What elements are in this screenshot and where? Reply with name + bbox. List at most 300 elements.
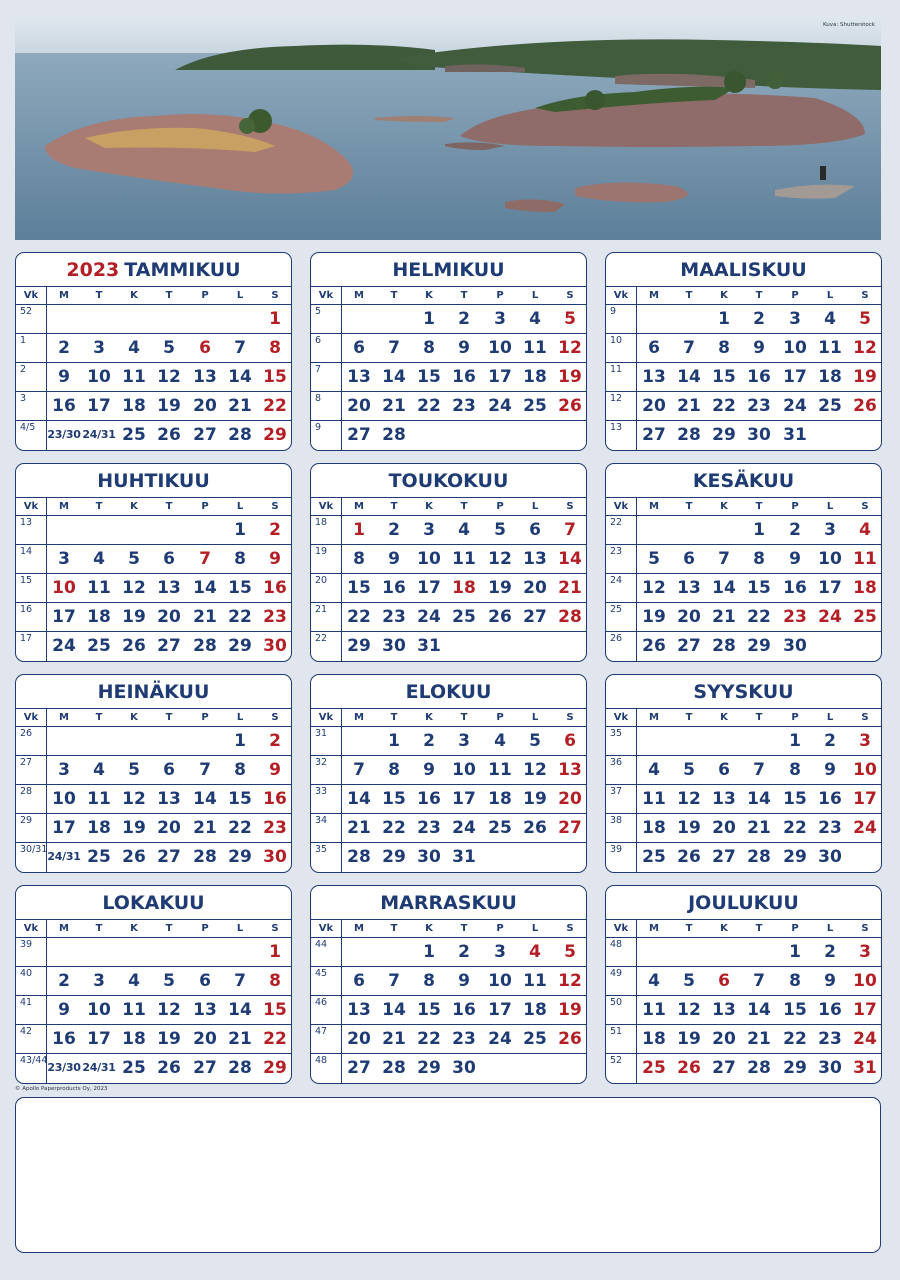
day-cell: 16	[382, 578, 406, 598]
weekday-header-cell: T	[95, 501, 103, 512]
weekday-header-cell: L	[531, 290, 539, 301]
day-cell: 9	[58, 367, 70, 387]
day-cell: 13	[193, 367, 217, 387]
week-number: 26	[610, 633, 623, 644]
week-row	[16, 726, 291, 756]
month-title	[606, 679, 881, 705]
day-cell: 8	[234, 760, 246, 780]
day-cell: 7	[199, 549, 211, 569]
weekday-header-cell: P	[791, 501, 799, 512]
week-number: 14	[20, 546, 33, 557]
day-cell: 1	[753, 520, 765, 540]
day-cell: 20	[157, 607, 181, 627]
day-cell: 11	[122, 367, 146, 387]
day-cell: 11	[488, 760, 512, 780]
day-cell: 27	[347, 425, 371, 445]
day-cell: 20	[157, 818, 181, 838]
month-name: TOUKOKUU	[388, 470, 509, 492]
month-name: KESÄKUU	[692, 470, 795, 492]
day-cell: 17	[818, 578, 842, 598]
week-row	[16, 333, 291, 363]
day-cell: 18	[642, 818, 666, 838]
day-cell: 20	[558, 789, 582, 809]
day-cell: 17	[488, 1000, 512, 1020]
day-cell: 24	[818, 607, 842, 627]
year-label: 2023	[66, 259, 120, 281]
week-number-header: Vk	[318, 501, 334, 512]
weekday-header-cell: P	[496, 290, 504, 301]
day-cell: 14	[382, 1000, 406, 1020]
month-name: JOULUKUU	[688, 892, 799, 914]
weekday-header-cell: L	[531, 501, 539, 512]
weekday-header	[311, 708, 586, 727]
day-cell: 11	[87, 789, 111, 809]
week-row	[16, 391, 291, 421]
month-title	[606, 890, 881, 916]
week-number: 43/44	[20, 1055, 48, 1066]
day-cell: 20	[677, 607, 701, 627]
week-row	[311, 391, 586, 421]
week-row	[606, 966, 881, 996]
day-cell: 29	[783, 847, 807, 867]
week-number: 46	[315, 997, 328, 1008]
day-cell: 11	[523, 338, 547, 358]
day-cell: 2	[789, 520, 801, 540]
week-number: 2	[20, 364, 27, 375]
day-cell: 22	[228, 818, 252, 838]
day-cell: 24	[853, 1029, 877, 1049]
month-title	[16, 257, 291, 283]
day-cell: 7	[388, 971, 400, 991]
day-cell: 7	[199, 760, 211, 780]
day-cell: 5	[529, 731, 541, 751]
day-cell: 8	[423, 971, 435, 991]
day-cell: 6	[683, 549, 695, 569]
week-row	[16, 631, 291, 660]
day-cell: 29	[347, 636, 371, 656]
week-row	[606, 813, 881, 843]
week-number: 27	[20, 757, 33, 768]
week-number: 15	[20, 575, 33, 586]
weekday-header-cell: L	[236, 923, 244, 934]
day-cell: 17	[853, 1000, 877, 1020]
day-cell: 21	[347, 818, 371, 838]
month-lokakuu	[15, 885, 292, 1084]
day-cell: 6	[718, 760, 730, 780]
week-row	[16, 813, 291, 843]
day-cell: 3	[494, 942, 506, 962]
week-number: 5	[315, 306, 322, 317]
day-cell: 13	[677, 578, 701, 598]
week-row	[606, 391, 881, 421]
month-name: ELOKUU	[405, 681, 492, 703]
day-cell: 6	[529, 520, 541, 540]
weekday-header-cell: S	[861, 501, 869, 512]
day-cell: 13	[558, 760, 582, 780]
day-cell: 16	[263, 789, 287, 809]
week-number: 47	[315, 1026, 328, 1037]
week-number: 6	[315, 335, 322, 346]
day-cell: 21	[747, 818, 771, 838]
week-number: 12	[610, 393, 623, 404]
week-number: 26	[20, 728, 33, 739]
week-number: 13	[20, 517, 33, 528]
day-cell: 3	[58, 549, 70, 569]
day-cell: 25	[642, 1058, 666, 1078]
day-cell: 10	[853, 760, 877, 780]
week-number: 35	[315, 844, 328, 855]
weekday-header-cell: P	[201, 712, 209, 723]
week-row	[16, 842, 291, 871]
day-cell: 28	[558, 607, 582, 627]
day-cell: 28	[228, 1058, 252, 1078]
weekday-header-cell: T	[390, 923, 398, 934]
day-cell: 26	[853, 396, 877, 416]
week-number: 23	[610, 546, 623, 557]
day-cell: 12	[677, 1000, 701, 1020]
day-cell: 30	[382, 636, 406, 656]
weekday-header-cell: M	[354, 923, 364, 934]
week-number: 35	[610, 728, 623, 739]
day-cell: 20	[712, 818, 736, 838]
day-cell: 29	[712, 425, 736, 445]
day-cell: 21	[228, 396, 252, 416]
week-number: 44	[315, 939, 328, 950]
day-cell: 12	[677, 789, 701, 809]
weekday-header-cell: T	[755, 712, 763, 723]
day-cell: 12	[558, 971, 582, 991]
weekday-header-cell: T	[460, 712, 468, 723]
day-cell: 23	[452, 1029, 476, 1049]
day-cell: 1	[423, 942, 435, 962]
day-cell: 19	[677, 1029, 701, 1049]
day-cell: 28	[228, 425, 252, 445]
week-number: 22	[610, 517, 623, 528]
week-number: 52	[20, 306, 33, 317]
weekday-header	[311, 497, 586, 516]
day-cell: 14	[347, 789, 371, 809]
week-row	[311, 995, 586, 1025]
day-cell: 22	[783, 818, 807, 838]
weekday-header-cell: P	[791, 712, 799, 723]
day-cell: 7	[353, 760, 365, 780]
weekday-header-cell: L	[236, 712, 244, 723]
day-cell: 27	[712, 1058, 736, 1078]
week-row	[606, 995, 881, 1025]
day-cell: 30	[263, 636, 287, 656]
day-cell: 22	[263, 1029, 287, 1049]
week-row	[606, 1024, 881, 1054]
day-cell: 23	[452, 396, 476, 416]
day-cell: 28	[382, 1058, 406, 1078]
day-cell: 23/30	[47, 428, 81, 441]
day-cell: 15	[783, 789, 807, 809]
day-cell: 16	[452, 367, 476, 387]
day-cell: 19	[157, 1029, 181, 1049]
day-cell: 4	[529, 309, 541, 329]
week-number: 17	[20, 633, 33, 644]
weekday-header-cell: T	[755, 290, 763, 301]
weekday-header-cell: S	[861, 712, 869, 723]
week-row	[16, 544, 291, 574]
day-cell: 6	[199, 338, 211, 358]
week-number: 31	[315, 728, 328, 739]
week-row	[606, 937, 881, 967]
day-cell: 19	[558, 367, 582, 387]
day-cell: 23	[783, 607, 807, 627]
day-cell: 14	[747, 1000, 771, 1020]
day-cell: 5	[163, 338, 175, 358]
day-cell: 25	[452, 607, 476, 627]
weekday-header-cell: K	[425, 290, 433, 301]
day-cell: 2	[458, 942, 470, 962]
weekday-header-cell: M	[649, 712, 659, 723]
day-cell: 29	[783, 1058, 807, 1078]
week-number: 11	[610, 364, 623, 375]
weekday-header-cell: T	[165, 712, 173, 723]
landscape-photo	[15, 18, 881, 240]
day-cell: 26	[157, 425, 181, 445]
day-cell: 7	[234, 971, 246, 991]
week-row	[16, 515, 291, 545]
weekday-header-cell: M	[354, 712, 364, 723]
weekday-header	[606, 497, 881, 516]
day-cell: 6	[353, 971, 365, 991]
weekday-header-cell: S	[861, 290, 869, 301]
weekday-header-cell: K	[130, 923, 138, 934]
week-row	[311, 362, 586, 392]
week-number: 28	[20, 786, 33, 797]
weekday-header-cell: S	[271, 923, 279, 934]
day-cell: 17	[853, 789, 877, 809]
weekday-header-cell: L	[236, 501, 244, 512]
week-row	[311, 937, 586, 967]
day-cell: 31	[853, 1058, 877, 1078]
weekday-header-cell: T	[95, 712, 103, 723]
day-cell: 19	[642, 607, 666, 627]
day-cell: 9	[753, 338, 765, 358]
day-cell: 12	[523, 760, 547, 780]
day-cell: 8	[388, 760, 400, 780]
day-cell: 2	[824, 731, 836, 751]
day-cell: 4	[824, 309, 836, 329]
day-cell: 15	[783, 1000, 807, 1020]
day-cell: 30	[263, 847, 287, 867]
day-cell: 11	[452, 549, 476, 569]
day-cell: 30	[818, 847, 842, 867]
day-cell: 7	[234, 338, 246, 358]
day-cell: 15	[417, 1000, 441, 1020]
month-helmikuu	[310, 252, 587, 451]
day-cell: 2	[58, 971, 70, 991]
day-cell: 10	[488, 971, 512, 991]
month-title	[311, 468, 586, 494]
weekday-header	[606, 286, 881, 305]
day-cell: 25	[642, 847, 666, 867]
day-cell: 26	[122, 636, 146, 656]
weekday-header-cell: K	[130, 501, 138, 512]
week-number: 39	[610, 844, 623, 855]
weekday-header-cell: S	[566, 290, 574, 301]
week-row	[311, 602, 586, 632]
day-cell: 16	[452, 1000, 476, 1020]
weekday-header-cell: K	[720, 712, 728, 723]
week-row	[606, 784, 881, 814]
month-title	[311, 890, 586, 916]
week-number: 30/31	[20, 844, 48, 855]
week-row	[311, 420, 586, 449]
weekday-header-cell: M	[649, 923, 659, 934]
day-cell: 10	[87, 367, 111, 387]
day-cell: 16	[818, 1000, 842, 1020]
week-number: 29	[20, 815, 33, 826]
day-cell: 22	[263, 396, 287, 416]
week-number: 1	[20, 335, 27, 346]
day-cell: 23	[818, 818, 842, 838]
month-title	[311, 679, 586, 705]
month-title	[16, 890, 291, 916]
day-cell: 26	[122, 847, 146, 867]
week-number: 48	[315, 1055, 328, 1066]
day-cell: 10	[87, 1000, 111, 1020]
day-cell: 18	[642, 1029, 666, 1049]
month-syyskuu	[605, 674, 882, 873]
day-cell: 19	[853, 367, 877, 387]
weekday-header-cell: T	[165, 923, 173, 934]
weekday-header	[16, 286, 291, 305]
day-cell: 6	[648, 338, 660, 358]
day-cell: 28	[747, 847, 771, 867]
day-cell: 31	[783, 425, 807, 445]
day-cell: 21	[193, 818, 217, 838]
day-cell: 1	[789, 731, 801, 751]
weekday-header-cell: S	[271, 501, 279, 512]
day-cell: 14	[712, 578, 736, 598]
day-cell: 1	[353, 520, 365, 540]
weekday-header-cell: T	[390, 501, 398, 512]
day-cell: 11	[818, 338, 842, 358]
day-cell: 29	[382, 847, 406, 867]
day-cell: 1	[789, 942, 801, 962]
day-cell: 3	[93, 971, 105, 991]
day-cell: 23	[417, 818, 441, 838]
weekday-header-cell: L	[236, 290, 244, 301]
weekday-header-cell: L	[826, 290, 834, 301]
day-cell: 28	[747, 1058, 771, 1078]
month-name: MAALISKUU	[680, 259, 807, 281]
weekday-header-cell: T	[685, 501, 693, 512]
weekday-header-cell: L	[531, 712, 539, 723]
weekday-header-cell: K	[720, 501, 728, 512]
day-cell: 5	[859, 309, 871, 329]
week-row	[606, 755, 881, 785]
day-cell: 20	[347, 1029, 371, 1049]
day-cell: 15	[382, 789, 406, 809]
day-cell: 23	[263, 607, 287, 627]
month-title	[606, 257, 881, 283]
day-cell: 30	[452, 1058, 476, 1078]
day-cell: 17	[52, 607, 76, 627]
day-cell: 1	[718, 309, 730, 329]
day-cell: 13	[642, 367, 666, 387]
day-cell: 19	[558, 1000, 582, 1020]
week-number: 7	[315, 364, 322, 375]
day-cell: 27	[677, 636, 701, 656]
day-cell: 2	[824, 942, 836, 962]
weekday-header-cell: M	[59, 923, 69, 934]
day-cell: 27	[157, 636, 181, 656]
day-cell: 7	[753, 760, 765, 780]
day-cell: 24	[452, 818, 476, 838]
day-cell: 8	[353, 549, 365, 569]
day-cell: 4	[458, 520, 470, 540]
day-cell: 25	[87, 636, 111, 656]
day-cell: 15	[747, 578, 771, 598]
day-cell: 13	[157, 789, 181, 809]
week-number: 16	[20, 604, 33, 615]
day-cell: 24	[417, 607, 441, 627]
day-cell: 18	[122, 1029, 146, 1049]
month-name: MARRASKUU	[380, 892, 517, 914]
week-number-header: Vk	[613, 501, 629, 512]
week-row	[311, 631, 586, 660]
day-cell: 4	[529, 942, 541, 962]
day-cell: 19	[157, 396, 181, 416]
notes-box[interactable]	[15, 1097, 881, 1253]
month-title	[606, 468, 881, 494]
day-cell: 13	[523, 549, 547, 569]
day-cell: 11	[87, 578, 111, 598]
day-cell: 25	[818, 396, 842, 416]
day-cell: 6	[718, 971, 730, 991]
day-cell: 11	[122, 1000, 146, 1020]
day-cell: 16	[52, 1029, 76, 1049]
day-cell: 13	[157, 578, 181, 598]
day-cell: 12	[488, 549, 512, 569]
day-cell: 6	[163, 760, 175, 780]
weekday-header-cell: P	[496, 923, 504, 934]
week-number-header: Vk	[318, 712, 334, 723]
day-cell: 8	[789, 760, 801, 780]
day-cell: 3	[859, 731, 871, 751]
week-number-header: Vk	[23, 501, 39, 512]
day-cell: 22	[417, 396, 441, 416]
day-cell: 26	[558, 396, 582, 416]
weekday-header-cell: K	[425, 923, 433, 934]
archipelago-photo-illustration	[15, 18, 881, 240]
day-cell: 14	[677, 367, 701, 387]
week-row	[606, 333, 881, 363]
day-cell: 30	[747, 425, 771, 445]
weekday-header-cell: T	[165, 501, 173, 512]
day-cell: 26	[558, 1029, 582, 1049]
day-cell: 11	[853, 549, 877, 569]
weekday-header-cell: T	[95, 290, 103, 301]
weekday-header	[311, 919, 586, 938]
week-number: 13	[610, 422, 623, 433]
day-cell: 18	[87, 818, 111, 838]
day-cell: 10	[488, 338, 512, 358]
day-cell: 7	[753, 971, 765, 991]
day-cell: 3	[859, 942, 871, 962]
weekday-header-cell: L	[826, 501, 834, 512]
day-cell: 29	[417, 1058, 441, 1078]
weekday-header	[16, 708, 291, 727]
day-cell: 1	[388, 731, 400, 751]
day-cell: 20	[712, 1029, 736, 1049]
day-cell: 23	[263, 818, 287, 838]
month-toukokuu	[310, 463, 587, 662]
